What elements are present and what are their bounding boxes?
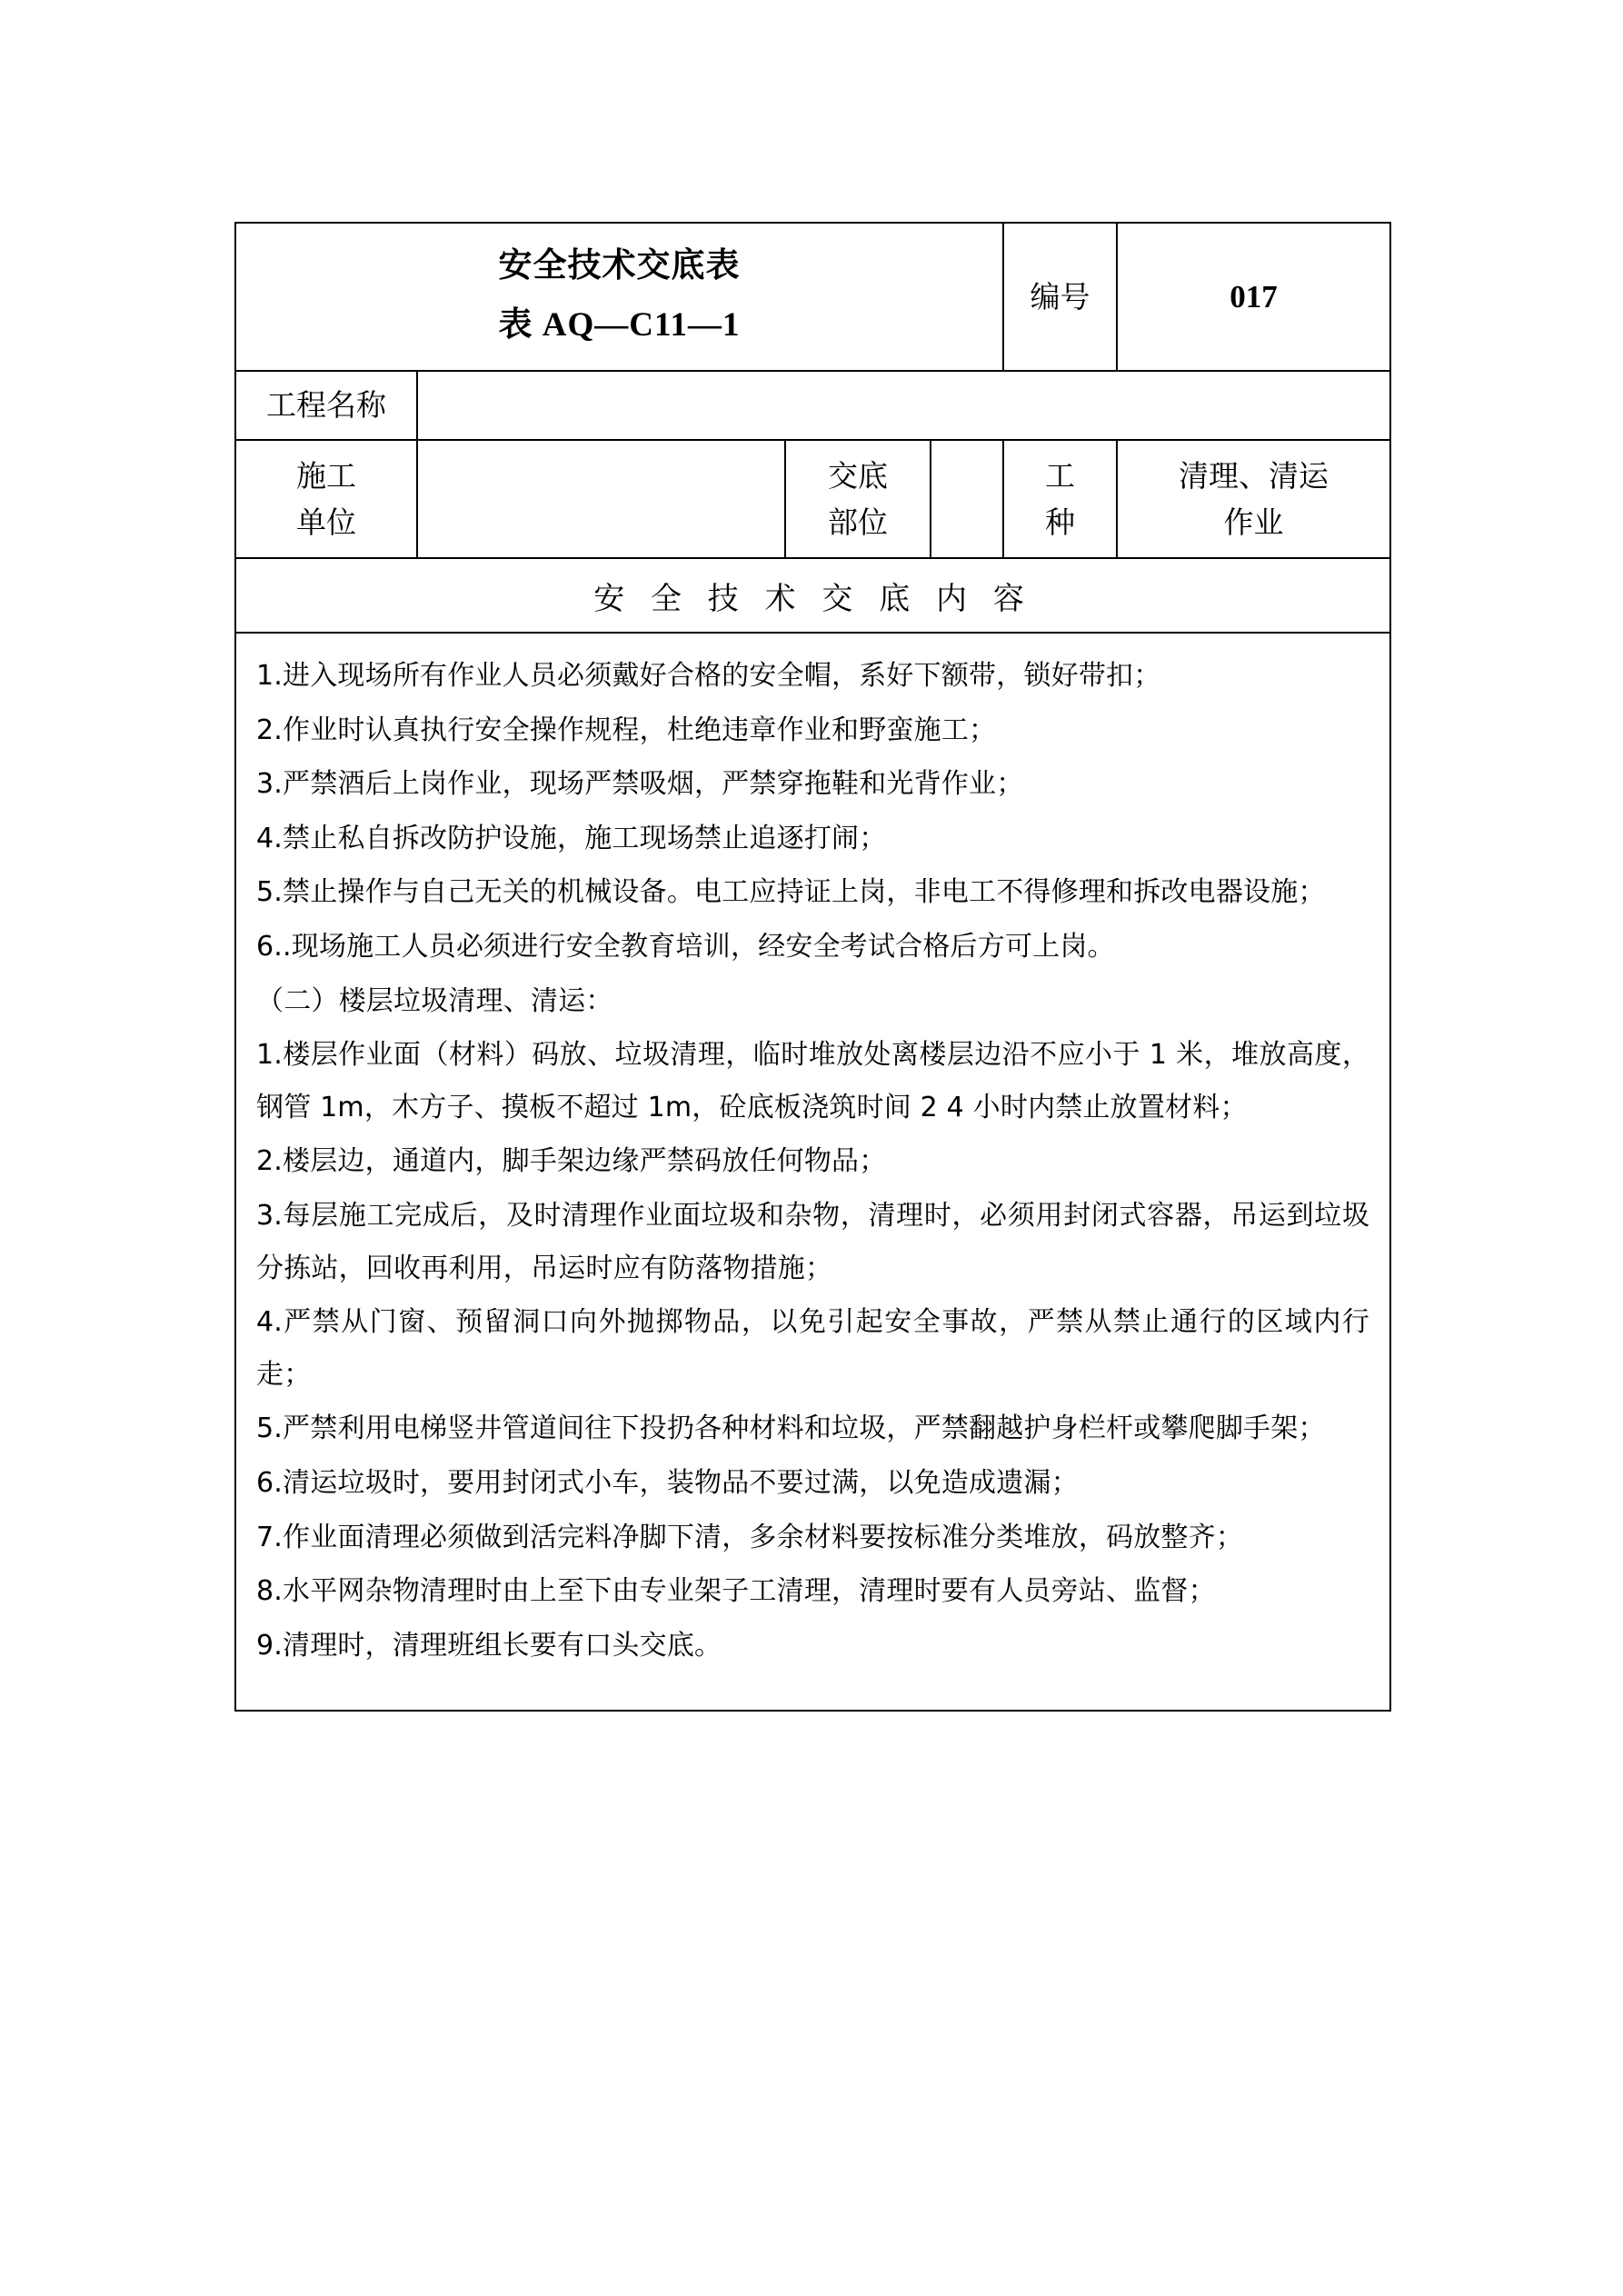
work-type-label-line2: 种 xyxy=(1045,504,1076,540)
table-row-title xyxy=(235,223,1390,371)
content-paragraph: （二）楼层垃圾清理、清运： xyxy=(256,984,613,1017)
form-title-line2: 表 AQ—C11—1 xyxy=(498,305,741,344)
content-paragraph: 9.清理时，清理班组长要有口头交底。 xyxy=(256,1629,722,1662)
work-type-label-line1: 工 xyxy=(1045,457,1076,494)
construction-unit-label-line2: 单位 xyxy=(296,504,356,540)
table-row-content-body xyxy=(235,633,1390,1711)
content-paragraph: 3.每层施工完成后，及时清理作业面垃圾和杂物，清理时，必须用封闭式容器，吊运到垃圾分拣站，回收再利用，吊运时应有防落物措施； xyxy=(256,1199,1370,1284)
content-paragraph: 2.楼层边，通道内，脚手架边缘严禁码放任何物品； xyxy=(256,1145,887,1178)
disclosure-part-label-cell xyxy=(785,440,931,558)
number-value: 017 xyxy=(1230,278,1278,314)
work-type-value-line2: 作业 xyxy=(1223,504,1284,540)
project-name-label-cell xyxy=(235,371,417,440)
work-type-label-cell xyxy=(1003,440,1117,558)
work-type-value-cell[interactable] xyxy=(1117,440,1390,558)
number-label: 编号 xyxy=(1030,278,1090,314)
project-name-label: 工程名称 xyxy=(266,387,386,424)
content-body-cell xyxy=(235,633,1390,1711)
content-paragraph: 7.作业面清理必须做到活完料净脚下清，多余材料要按标准分类堆放，码放整齐； xyxy=(256,1521,1244,1553)
content-paragraph: 2.作业时认真执行安全操作规程，杜绝违章作业和野蛮施工； xyxy=(256,714,997,746)
number-value-cell[interactable] xyxy=(1117,223,1390,371)
content-paragraph: 5.禁止操作与自己无关的机械设备。电工应持证上岗，非电工不得修理和拆改电器设施； xyxy=(256,876,1326,909)
form-title-cell xyxy=(235,223,1003,371)
disclosure-part-value-cell[interactable] xyxy=(931,440,1003,558)
construction-unit-value-cell[interactable] xyxy=(417,440,785,558)
table-row-content-header xyxy=(235,558,1390,633)
content-paragraph: 3.严禁酒后上岗作业，现场严禁吸烟，严禁穿拖鞋和光背作业； xyxy=(256,768,1024,801)
disclosure-part-label-line2: 部位 xyxy=(828,504,888,540)
disclosure-part-label-line1: 交底 xyxy=(828,457,888,494)
project-name-value-cell[interactable] xyxy=(417,371,1390,440)
table-row-unit-part-worktype xyxy=(235,440,1390,558)
construction-unit-label-line1: 施工 xyxy=(296,457,356,494)
content-paragraph: 8.水平网杂物清理时由上至下由专业架子工清理，清理时要有人员旁站、监督； xyxy=(256,1575,1216,1608)
content-paragraph: 1.楼层作业面（材料）码放、垃圾清理，临时堆放处离楼层边沿不应小于 1 米，堆放高度，钢管 1m，木方子、摸板不超过 1m，砼底板浇筑时间 2 4 小时内禁止放置材料； xyxy=(256,1039,1370,1123)
content-paragraph: 6.清运垃圾时，要用封闭式小车，装物品不要过满，以免造成遗漏； xyxy=(256,1466,1079,1499)
work-type-value-line1: 清理、清运 xyxy=(1179,457,1329,494)
content-header: 安 全 技 术 交 底 内 容 xyxy=(235,558,1390,633)
table-row-project-name xyxy=(235,371,1390,440)
content-paragraph: 6..现场施工人员必须进行安全教育培训，经安全考试合格后方可上岗。 xyxy=(256,930,1115,963)
safety-disclosure-form xyxy=(234,222,1391,1712)
content-paragraph: 4.禁止私自拆改防护设施，施工现场禁止追逐打闹； xyxy=(256,822,887,854)
construction-unit-label-cell xyxy=(235,440,417,558)
content-paragraph: 4.严禁从门窗、预留洞口向外抛掷物品，以免引起安全事故，严禁从禁止通行的区域内行走； xyxy=(256,1306,1370,1391)
content-paragraph: 5.严禁利用电梯竖井管道间往下投扔各种材料和垃圾，严禁翻越护身栏杆或攀爬脚手架； xyxy=(256,1413,1326,1445)
number-label-cell xyxy=(1003,223,1117,371)
form-title-line1: 安全技术交底表 xyxy=(498,245,741,285)
content-paragraph: 1.进入现场所有作业人员必须戴好合格的安全帽，系好下额带，锁好带扣； xyxy=(256,660,1161,692)
